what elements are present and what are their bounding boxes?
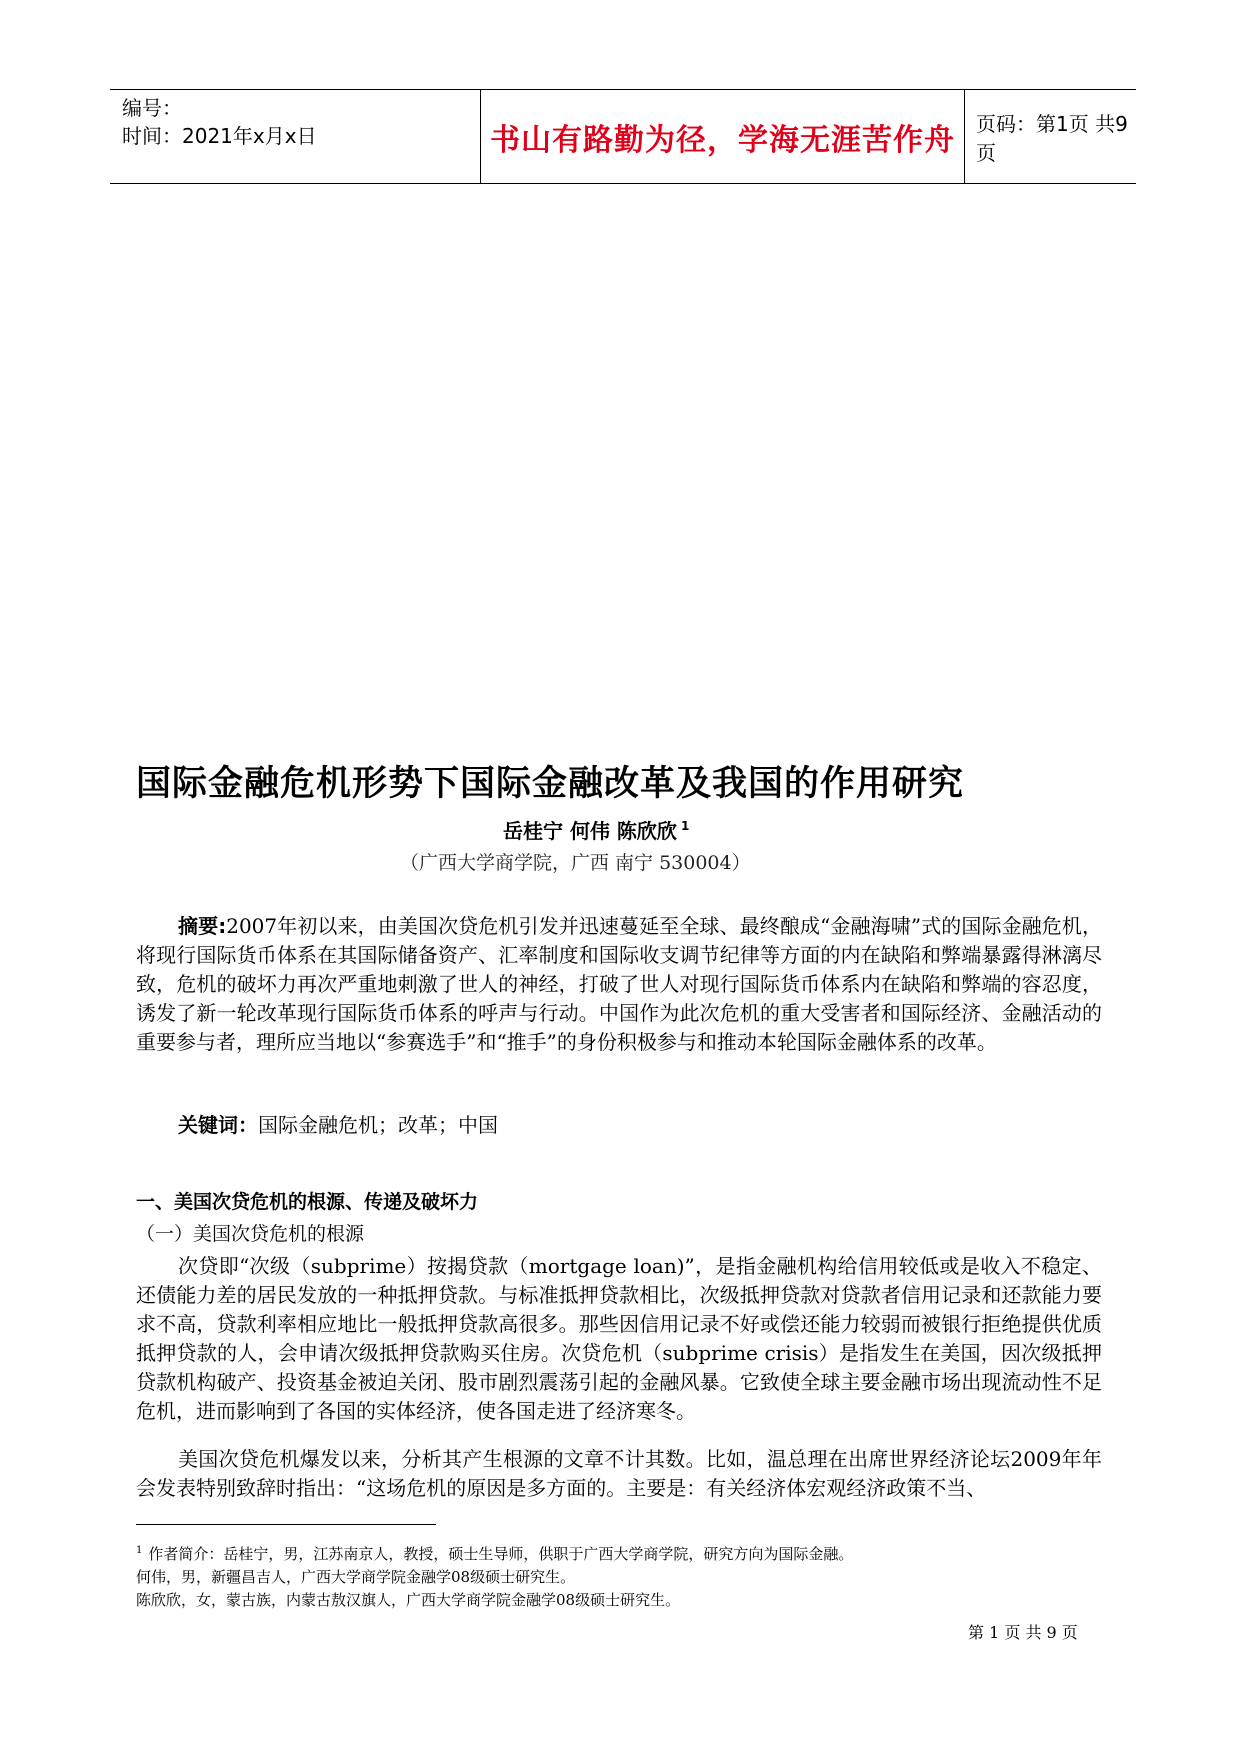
footnote-line bbox=[136, 1539, 853, 1566]
footnote-rule bbox=[136, 1524, 436, 1525]
footnote-text: 作者简介：岳桂宁，男，江苏南京人，教授，硕士生导师，供职于广西大学商学院，研究方向为国际金融。 bbox=[148, 1545, 854, 1563]
header-divider bbox=[964, 90, 965, 183]
abstract bbox=[136, 912, 1102, 1057]
affiliation: （广西大学商学院，广西 南宁 530004） bbox=[400, 852, 751, 874]
header-table bbox=[110, 89, 1136, 184]
author-line bbox=[503, 815, 689, 844]
keywords bbox=[136, 1111, 1144, 1140]
body-paragraph: 次贷即“次级（subprime）按揭贷款（mortgage loan)”，是指金融机构给信用较低或是收入不稳定、还债能力差的居民发放的一种抵押贷款。与标准抵押贷款相比，次级抵押贷款对贷款者信用记录和还款能力要求不高，贷款利率相应地比一般抵押贷款高很多。那些因信用记录不好或偿还能力较弱而被银行拒绝提供优质抵押贷款的人，会申请次级抵押贷款购买住房。次贷危机（subprime crisis）是指发生在美国，因次级抵押贷款机构破产、投资基金被迫关闭、股市剧烈震荡引起的金融风暴。它致使全球主要金融市场出现流动性不足危机，进而影响到了各国的实体经济，使各国走进了经济寒冬。 bbox=[136, 1254, 1102, 1423]
header-motto: 书山有路勤为径，学海无涯苦作舟 bbox=[490, 122, 955, 158]
keywords-text: 国际金融危机；改革；中国 bbox=[258, 1113, 498, 1137]
footnote-line: 何伟，男，新疆昌吉人，广西大学商学院金融学08级硕士研究生。 bbox=[136, 1568, 576, 1586]
footnotes bbox=[136, 1539, 853, 1612]
subsection-heading: （一）美国次贷危机的根源 bbox=[136, 1223, 365, 1245]
abstract-text: 2007年初以来，由美国次贷危机引发并迅速蔓延至全球、最终酿成“金融海啸”式的国际金融危机，将现行国际货币体系在其国际储备资产、汇率制度和国际收支调节纪律等方面的内在缺陷和弊端暴露得淋漓尽致，危机的破坏力再次严重地刺激了世人的神经，打破了世人对现行国际货币体系内在缺陷和弊端的容忍度，诱发了新一轮改革现行国际货币体系的呼声与行动。中国作为此次危机的重大受害者和国际经济、金融活动的重要参与者，理所应当地以“参赛选手”和“推手”的身份积极参与和推动本轮国际金融体系的改革。 bbox=[136, 914, 1102, 1054]
paper-title: 国际金融危机形势下国际金融改革及我国的作用研究 bbox=[136, 764, 965, 804]
section-heading: 一、美国次贷危机的根源、传递及破坏力 bbox=[136, 1191, 479, 1213]
page-footer: 第 1 页 共 9 页 bbox=[968, 1623, 1078, 1642]
abstract-label: 摘要: bbox=[178, 914, 227, 938]
footnote-line: 陈欣欣，女，蒙古族，内蒙古敖汉旗人，广西大学商学院金融学08级硕士研究生。 bbox=[136, 1591, 681, 1609]
footnote-mark: 1 bbox=[136, 1545, 143, 1556]
authors: 岳桂宁 何伟 陈欣欣 bbox=[503, 819, 677, 843]
serial-number-label: 编号： bbox=[122, 96, 182, 120]
body-paragraph: 美国次贷危机爆发以来，分析其产生根源的文章不计其数。比如，温总理在出席世界经济论坛2009年年会发表特别致辞时指出：“这场危机的原因是多方面的。主要是：有关经济体宏观经济政策不当、 bbox=[136, 1447, 1102, 1500]
keywords-label: 关键词： bbox=[178, 1113, 258, 1137]
header-left-cell bbox=[122, 94, 472, 150]
page-number-label: 页码：第1页 共9页 bbox=[976, 111, 1128, 165]
time-label: 时间：2021年x月x日 bbox=[122, 124, 317, 148]
author-footnote-mark: 1 bbox=[680, 819, 690, 834]
